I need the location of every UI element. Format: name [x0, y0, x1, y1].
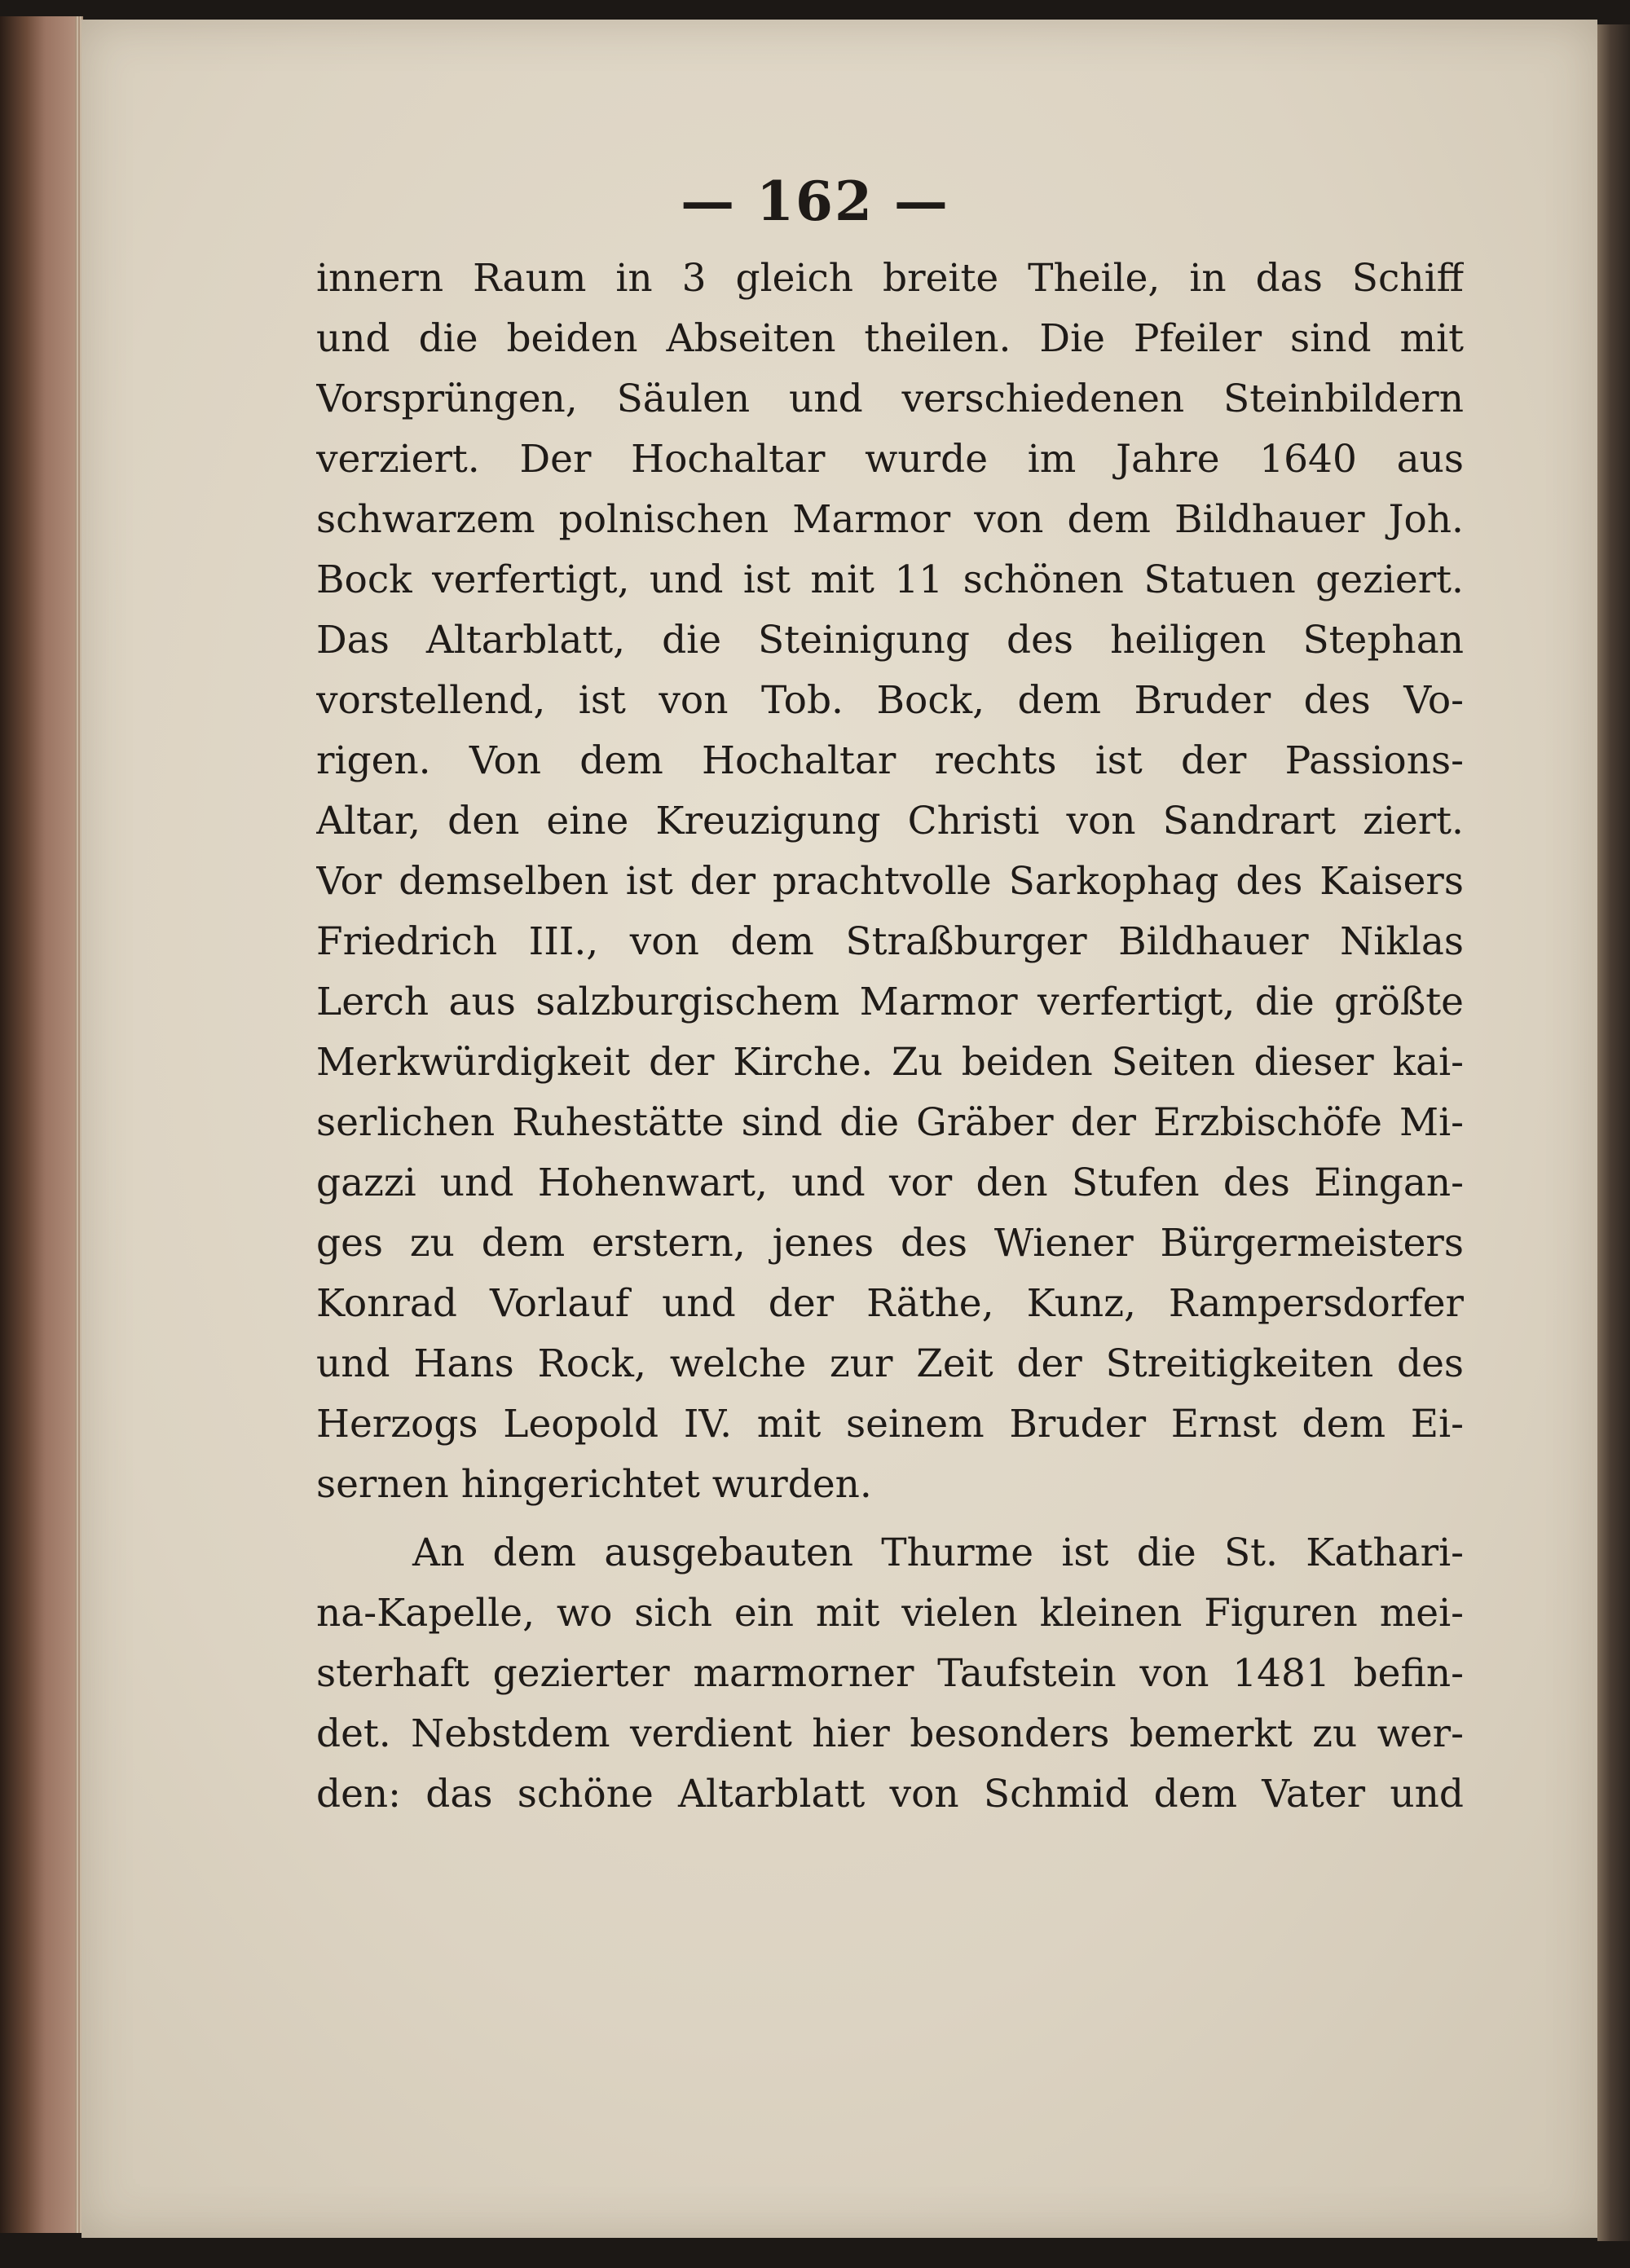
page-number: — 162 —	[681, 170, 949, 233]
text-line: rigen. Von dem Hochaltar rechts ist der Passions-	[316, 738, 1464, 783]
text-line: und die beiden Abseiten theilen. Die Pfeiler sind mit	[316, 316, 1464, 361]
text-line: Konrad Vorlauf und der Räthe, Kunz, Rampersdorfer	[316, 1281, 1464, 1326]
text-line: det. Nebstdem verdient hier besonders bemerkt zu wer-	[316, 1711, 1464, 1756]
text-line: Altar, den eine Kreuzigung Christi von Sandrart ziert.	[316, 799, 1464, 843]
text-line: schwarzem polnischen Marmor von dem Bildhauer Joh.	[316, 497, 1464, 542]
text-line: Das Altarblatt, die Steinigung des heiligen Stephan	[316, 618, 1464, 663]
text-line: na-Kapelle, wo sich ein mit vielen kleinen Figuren mei-	[316, 1591, 1464, 1636]
text-line: Herzogs Leopold IV. mit seinem Bruder Ernst dem Ei-	[316, 1402, 1464, 1447]
text-line: serlichen Ruhestätte sind die Gräber der Erzbischöfe Mi-	[316, 1100, 1464, 1145]
book-spine-edge	[0, 16, 75, 2233]
text-line: und Hans Rock, welche zur Zeit der Streitigkeiten des	[316, 1341, 1464, 1386]
text-line: verziert. Der Hochaltar wurde im Jahre 1640 aus	[316, 437, 1464, 482]
text-line: sterhaft gezierter marmorner Taufstein von 1481 befin-	[316, 1651, 1464, 1696]
text-line: Merkwürdigkeit der Kirche. Zu beiden Seiten dieser kai-	[316, 1040, 1464, 1085]
text-line: ges zu dem erstern, jenes des Wiener Bürgermeisters	[316, 1221, 1464, 1266]
text-line: Vor demselben ist der prachtvolle Sarkophag des Kaisers	[316, 859, 1464, 904]
right-page-edge	[1597, 24, 1630, 2241]
text-line: sernen hingerichtet wurden.	[316, 1462, 872, 1507]
text-line: gazzi und Hohenwart, und vor den Stufen des Eingan-	[316, 1160, 1464, 1205]
text-line: vorstellend, ist von Tob. Bock, dem Bruder des Vo-	[316, 678, 1464, 723]
text-line: Lerch aus salzburgischem Marmor verfertigt, die größte	[316, 980, 1464, 1024]
text-line: Friedrich III., von dem Straßburger Bildhauer Niklas	[316, 919, 1464, 964]
text-line: Bock verfertigt, und ist mit 11 schönen Statuen geziert.	[316, 557, 1464, 602]
text-line: den: das schöne Altarblatt von Schmid dem Vater und	[316, 1772, 1464, 1817]
text-line: Vorsprüngen, Säulen und verschiedenen Steinbildern	[316, 377, 1464, 421]
show-through-bleed	[424, 1838, 1434, 1944]
text-line: An dem ausgebauten Thurme ist die St. Kathari-	[412, 1530, 1464, 1575]
text-line: innern Raum in 3 gleich breite Theile, in das Schiff	[316, 256, 1464, 301]
text-block	[316, 249, 1464, 1825]
paragraph-gap	[316, 1515, 1464, 1523]
